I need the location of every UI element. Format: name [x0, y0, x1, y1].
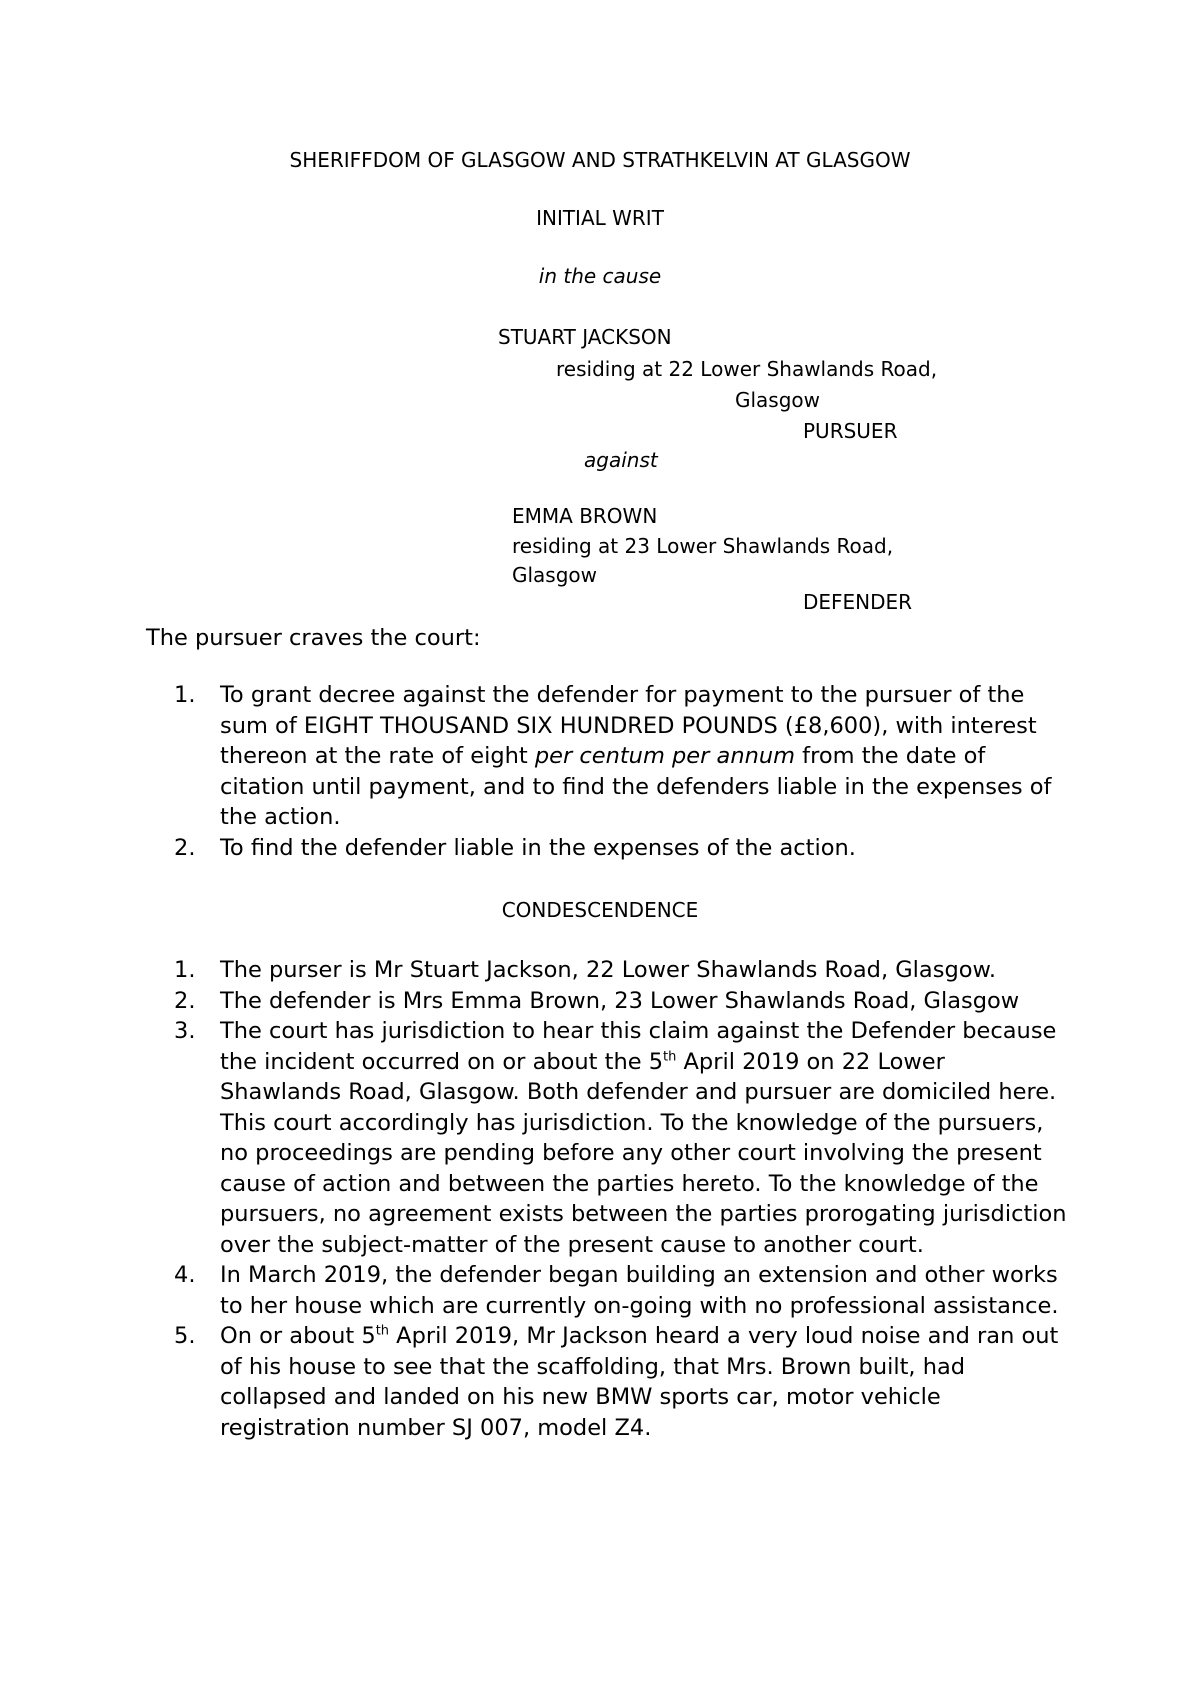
- list-item-text: In March 2019, the defender began building an extension and other works to her house which are currently on-going with no professional assistance.: [220, 1262, 1059, 1319]
- list-item-number: 1.: [174, 957, 196, 983]
- condescendence-list: [146, 955, 1076, 1443]
- list-item: [146, 1016, 1076, 1260]
- list-item-number: 2.: [174, 834, 196, 861]
- list-item-text: To find the defender liable in the expenses of the action.: [220, 834, 856, 861]
- list-item: [146, 1260, 1076, 1321]
- defender-role-label: DEFENDER: [803, 590, 913, 614]
- defender-name: EMMA BROWN: [512, 504, 658, 528]
- pursuer-name: STUART JACKSON: [498, 325, 672, 349]
- list-item-number: 2.: [174, 987, 196, 1014]
- list-item-text: The purser is Mr Stuart Jackson, 22 Lower Shawlands Road, Glasgow.: [220, 957, 996, 983]
- in-the-cause-text: in the cause: [538, 264, 662, 288]
- against-text: against: [584, 448, 658, 472]
- list-item-number: 3.: [174, 1018, 196, 1044]
- defender-address-line2: Glasgow: [512, 563, 598, 587]
- list-item-text: The court has jurisdiction to hear this claim against the Defender because the incident occurred on or about the 5th April 2019 on 22 Lower Shawlands Road, Glasgow. Both defender and pursuer are domiciled here. This court accordingly has jurisdiction. To the knowledge of the pursuers, no proceedings are pending before any other court involving the present cause of action and between the parties hereto. To the knowledge of the pursuers, no agreement exists between the parties prorogating jurisdiction over the subject-matter of the present cause to another court.: [220, 1018, 1067, 1258]
- list-item-number: 5.: [174, 1323, 196, 1349]
- list-item-number: 4.: [174, 1262, 196, 1288]
- list-item: [146, 833, 1076, 864]
- list-item: [146, 986, 1076, 1017]
- craves-list: [146, 680, 1076, 863]
- pursuer-role-label: PURSUER: [803, 419, 898, 443]
- craves-intro: The pursuer craves the court:: [146, 625, 481, 651]
- list-item-text: The defender is Mrs Emma Brown, 23 Lower Shawlands Road, Glasgow: [220, 987, 1020, 1014]
- list-item: [146, 955, 1076, 986]
- list-item-text: On or about 5th April 2019, Mr Jackson heard a very loud noise and ran out of his house to see that the scaffolding, that Mrs. Brown built, had collapsed and landed on his new BMW sports car, motor vehicle registration number SJ 007, model Z4.: [220, 1323, 1059, 1441]
- pursuer-address-line2: Glasgow: [735, 388, 821, 412]
- list-item: [146, 1321, 1076, 1443]
- list-item-text: To grant decree against the defender for payment to the pursuer of the sum of EIGHT THOUSAND SIX HUNDRED POUNDS (£8,600), with interest thereon at the rate of eight per centum per annum from the date of citation until payment, and to find the defenders liable in the expenses of the action.: [220, 682, 1052, 830]
- court-heading: SHERIFFDOM OF GLASGOW AND STRATHKELVIN AT GLASGOW: [289, 148, 911, 172]
- condescendence-heading: CONDESCENDENCE: [501, 898, 699, 922]
- list-item-number: 1.: [174, 682, 196, 708]
- list-item: [146, 680, 1076, 833]
- writ-title: INITIAL WRIT: [536, 206, 664, 230]
- defender-address-line1: residing at 23 Lower Shawlands Road,: [512, 534, 894, 558]
- pursuer-address-line1: residing at 22 Lower Shawlands Road,: [556, 357, 938, 381]
